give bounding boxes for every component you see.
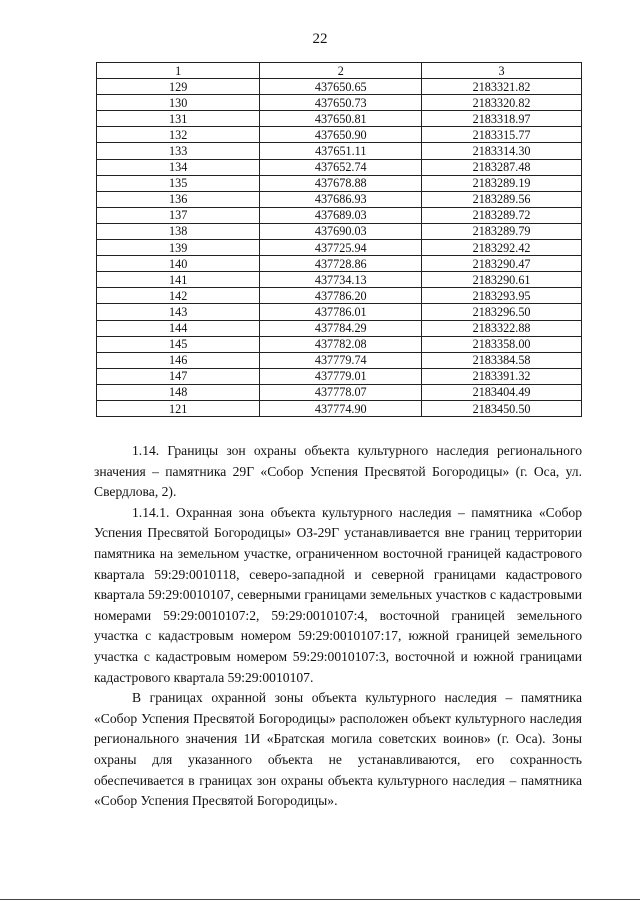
- table-row: [97, 256, 582, 272]
- y-coordinate-cell: 2183321.82: [422, 79, 582, 95]
- table-header-cell: 1: [97, 63, 260, 79]
- x-coordinate-cell: 437779.01: [260, 368, 422, 384]
- x-coordinate-cell: 437652.74: [260, 159, 422, 175]
- x-coordinate-cell: 437650.90: [260, 127, 422, 143]
- point-number-cell: 137: [97, 207, 260, 223]
- x-coordinate-cell: 437690.03: [260, 223, 422, 239]
- y-coordinate-cell: 2183314.30: [422, 143, 582, 159]
- x-coordinate-cell: 437678.88: [260, 175, 422, 191]
- table-row: [97, 207, 582, 223]
- table-row: [97, 143, 582, 159]
- x-coordinate-cell: 437786.01: [260, 304, 422, 320]
- y-coordinate-cell: 2183318.97: [422, 111, 582, 127]
- point-number-cell: 135: [97, 175, 260, 191]
- table-body: [97, 79, 582, 417]
- x-coordinate-cell: 437782.08: [260, 336, 422, 352]
- y-coordinate-cell: 2183290.61: [422, 272, 582, 288]
- y-coordinate-cell: 2183384.58: [422, 352, 582, 368]
- point-number-cell: 143: [97, 304, 260, 320]
- x-coordinate-cell: 437686.93: [260, 191, 422, 207]
- table-header-cell: 2: [260, 63, 422, 79]
- table-header-cell: 3: [422, 63, 582, 79]
- point-number-cell: 144: [97, 320, 260, 336]
- table-row: [97, 240, 582, 256]
- table-row: [97, 223, 582, 239]
- point-number-cell: 132: [97, 127, 260, 143]
- point-number-cell: 145: [97, 336, 260, 352]
- point-number-cell: 140: [97, 256, 260, 272]
- point-number-cell: 131: [97, 111, 260, 127]
- x-coordinate-cell: 437774.90: [260, 400, 422, 416]
- point-number-cell: 133: [97, 143, 260, 159]
- y-coordinate-cell: 2183358.00: [422, 336, 582, 352]
- x-coordinate-cell: 437725.94: [260, 240, 422, 256]
- x-coordinate-cell: 437728.86: [260, 256, 422, 272]
- table-row: [97, 304, 582, 320]
- x-coordinate-cell: 437778.07: [260, 384, 422, 400]
- x-coordinate-cell: 437650.65: [260, 79, 422, 95]
- x-coordinate-cell: 437784.29: [260, 320, 422, 336]
- paragraph-monument-note: В границах охранной зоны объекта культурного наследия – памятника «Собор Успения Пресвятой Богородицы» расположен объект культурного наследия регионального значения 1И «Братская могила советских воинов» (г. Оса). Зоны охраны для указанного объекта не устанавливаются, его сохранность обеспечивается в границах зон охраны объекта культурного наследия – памятника «Собор Успения Пресвятой Богородицы».: [94, 690, 582, 809]
- y-coordinate-cell: 2183315.77: [422, 127, 582, 143]
- table-row: [97, 111, 582, 127]
- point-number-cell: 130: [97, 95, 260, 111]
- point-number-cell: 136: [97, 191, 260, 207]
- table-row: [97, 368, 582, 384]
- point-number-cell: 134: [97, 159, 260, 175]
- point-number-cell: 121: [97, 400, 260, 416]
- table-row: [97, 400, 582, 416]
- y-coordinate-cell: 2183322.88: [422, 320, 582, 336]
- table-row: [97, 272, 582, 288]
- table-row: [97, 95, 582, 111]
- y-coordinate-cell: 2183287.48: [422, 159, 582, 175]
- y-coordinate-cell: 2183289.19: [422, 175, 582, 191]
- table-row: [97, 79, 582, 95]
- y-coordinate-cell: 2183289.72: [422, 207, 582, 223]
- x-coordinate-cell: 437689.03: [260, 207, 422, 223]
- x-coordinate-cell: 437786.20: [260, 288, 422, 304]
- y-coordinate-cell: 2183450.50: [422, 400, 582, 416]
- y-coordinate-cell: 2183289.56: [422, 191, 582, 207]
- coordinates-table: [96, 62, 582, 417]
- y-coordinate-cell: 2183296.50: [422, 304, 582, 320]
- point-number-cell: 147: [97, 368, 260, 384]
- y-coordinate-cell: 2183292.42: [422, 240, 582, 256]
- table-row: [97, 127, 582, 143]
- x-coordinate-cell: 437650.73: [260, 95, 422, 111]
- y-coordinate-cell: 2183289.79: [422, 223, 582, 239]
- table-header-row: [97, 63, 582, 79]
- document-body: [94, 441, 582, 812]
- y-coordinate-cell: 2183320.82: [422, 95, 582, 111]
- point-number-cell: 139: [97, 240, 260, 256]
- point-number-cell: 129: [97, 79, 260, 95]
- y-coordinate-cell: 2183391.32: [422, 368, 582, 384]
- y-coordinate-cell: 2183404.49: [422, 384, 582, 400]
- table-row: [97, 175, 582, 191]
- x-coordinate-cell: 437734.13: [260, 272, 422, 288]
- point-number-cell: 146: [97, 352, 260, 368]
- y-coordinate-cell: 2183290.47: [422, 256, 582, 272]
- x-coordinate-cell: 437651.11: [260, 143, 422, 159]
- point-number-cell: 142: [97, 288, 260, 304]
- paragraph-section-title: 1.14. Границы зон охраны объекта культурного наследия регионального значения – памятника 29Г «Собор Успения Пресвятой Богородицы» (г. Оса, ул. Свердлова, 2).: [94, 443, 582, 500]
- page-bottom-edge: [0, 899, 640, 900]
- y-coordinate-cell: 2183293.95: [422, 288, 582, 304]
- x-coordinate-cell: 437779.74: [260, 352, 422, 368]
- table-row: [97, 191, 582, 207]
- table-row: [97, 320, 582, 336]
- table-row: [97, 384, 582, 400]
- table-row: [97, 352, 582, 368]
- table-row: [97, 336, 582, 352]
- table-row: [97, 288, 582, 304]
- point-number-cell: 141: [97, 272, 260, 288]
- page-number: 22: [312, 31, 328, 47]
- paragraph-protection-zone: 1.14.1. Охранная зона объекта культурного наследия – памятника «Собор Успения Пресвятой Богородицы» ОЗ-29Г устанавливается вне границ территории памятника на земельном участке, ограниченном восточной границей кадастрового квартала 59:29:0010118, северо-западной и северной границами кадастрового квартала 59:29:0010107, северными границами земельных участков с кадастровыми номерами 59:29:0010107:2, 59:29:0010107:4, восточной границей земельного участка с кадастровым номером 59:29:0010107:17, южной границей земельного участка с кадастровым номером 59:29:0010107:3, восточной и южной границами кадастрового квартала 59:29:0010107.: [94, 504, 582, 685]
- point-number-cell: 148: [97, 384, 260, 400]
- x-coordinate-cell: 437650.81: [260, 111, 422, 127]
- table-row: [97, 159, 582, 175]
- point-number-cell: 138: [97, 223, 260, 239]
